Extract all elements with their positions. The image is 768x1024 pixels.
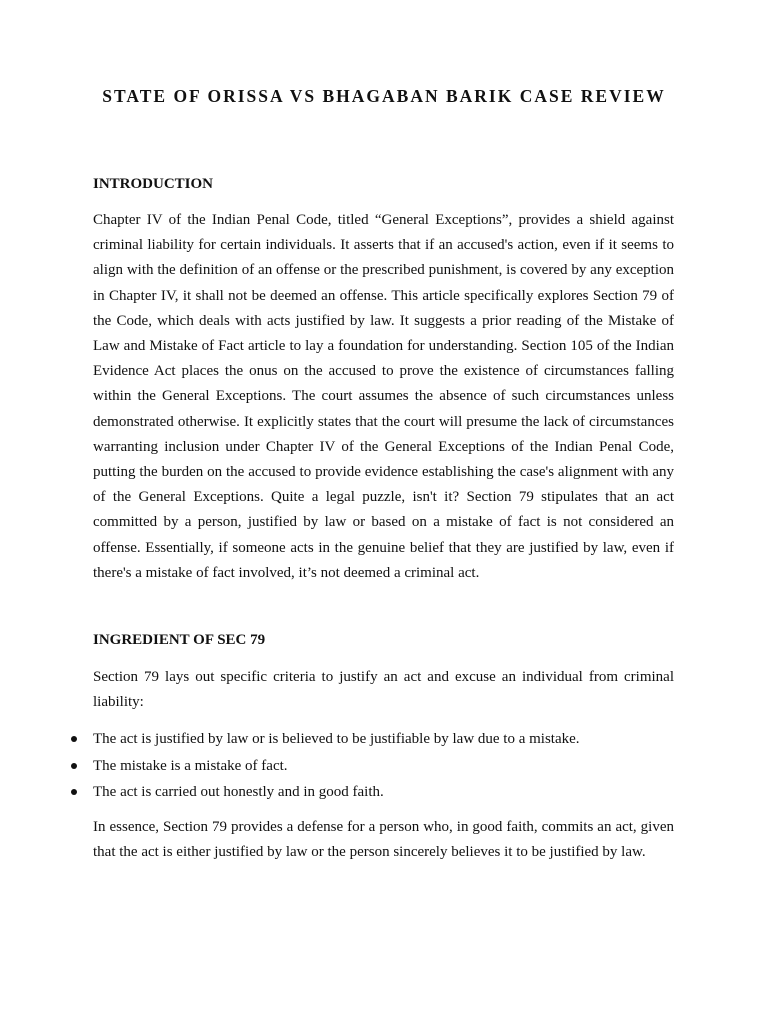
introduction-heading: INTRODUCTION	[93, 176, 214, 192]
list-item	[93, 727, 674, 754]
list-item	[93, 754, 674, 781]
bullet-icon	[71, 763, 77, 769]
bullet-icon	[71, 736, 77, 742]
bullet-icon	[71, 789, 77, 795]
list-item-text: The act is justified by law or is believed to be justifiable by law due to a mistake.	[93, 731, 580, 747]
list-item	[93, 780, 674, 807]
conclusion-paragraph: In essence, Section 79 provides a defense for a person who, in good faith, commits an act, given that the act is either justified by law or the person sincerely believes it to be justified by law.	[93, 819, 674, 861]
introduction-paragraph: Chapter IV of the Indian Penal Code, titled “General Exceptions”, provides a shield against criminal liability for certain individuals. It asserts that if an accused's action, even if it seems to align with the definition of an offense or the prescribed punishment, is covered by any exception in Chapter IV, it shall not be deemed an offense. This article specifically explores Section 79 of the Code, which deals with acts justified by law. It suggests a prior reading of the Mistake of Law and Mistake of Fact article to lay a foundation for understanding. Section 105 of the Indian Evidence Act places the onus on the accused to prove the existence of circumstances falling within the General Exceptions. The court assumes the absence of such circumstances unless demonstrated otherwise. It explicitly states that the court will presume the lack of circumstances warranting inclusion under Chapter IV of the General Exceptions of the Indian Penal Code, putting the burden on the accused to provide evidence establishing the case's alignment with any of the General Exceptions. Quite a legal puzzle, isn't it? Section 79 stipulates that an act committed by a person, justified by law or based on a mistake of fact is not considered an offense. Essentially, if someone acts in the genuine belief that they are justified by law, even if there's a mistake of fact involved, it’s not deemed a criminal act.	[93, 212, 674, 581]
ingredients-intro-paragraph: Section 79 lays out specific criteria to justify an act and excuse an individual from criminal liability:	[93, 669, 674, 711]
list-item-text: The act is carried out honestly and in good faith.	[93, 784, 384, 800]
list-item-text: The mistake is a mistake of fact.	[93, 757, 288, 774]
document-title: STATE OF ORISSA VS BHAGABAN BARIK CASE REVIEW	[102, 86, 666, 106]
ingredients-heading: INGREDIENT OF SEC 79	[93, 632, 266, 648]
ingredients-bullet-list	[93, 727, 674, 807]
